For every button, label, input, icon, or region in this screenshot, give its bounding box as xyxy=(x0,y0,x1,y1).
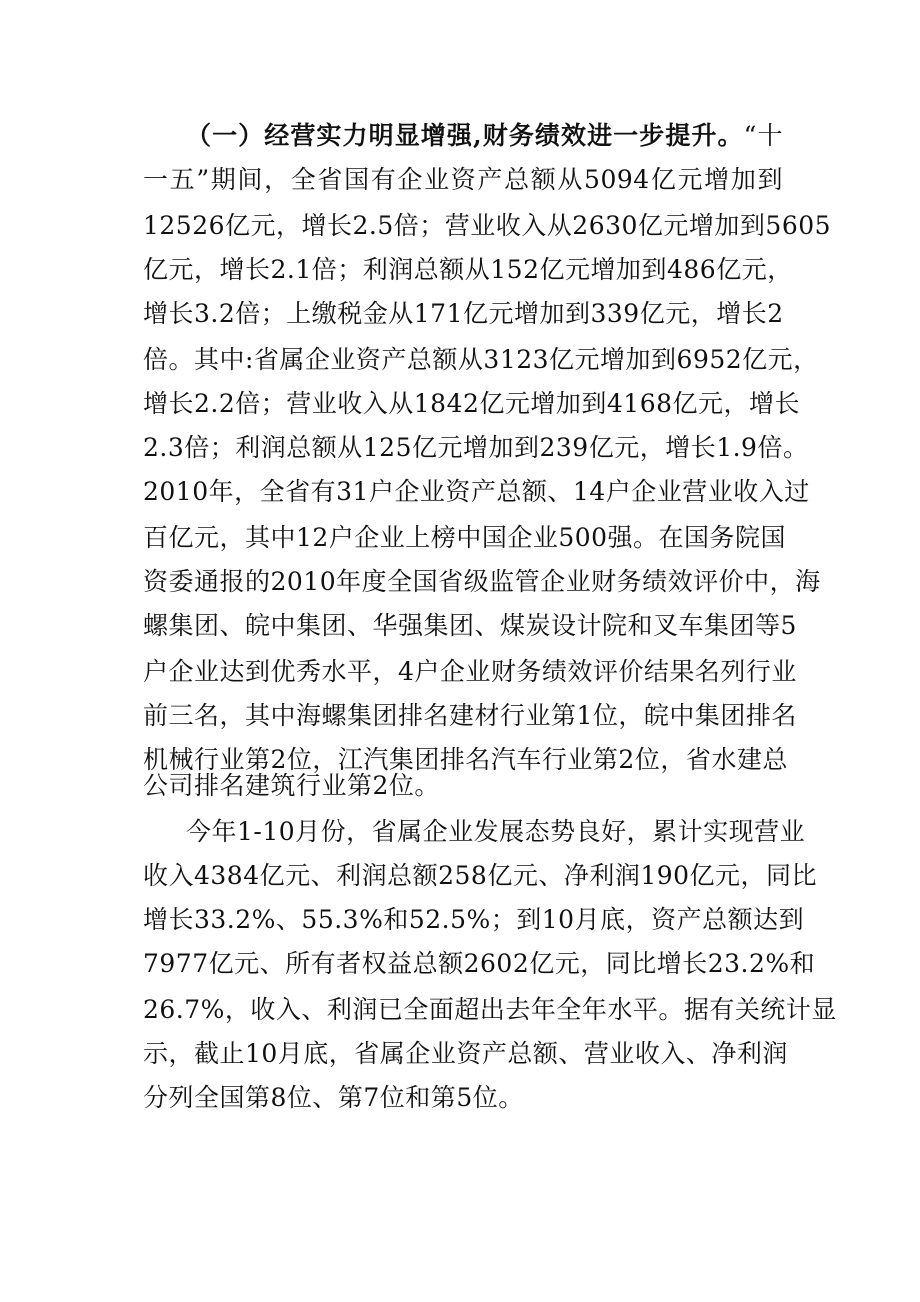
paragraph-2-line-7: 分列全国第8位、第7位和第5位。 xyxy=(143,1083,524,1112)
paragraph-2-line-3: 增长33.2%、55.3%和52.5%；到10月底，资产总额达到 xyxy=(143,905,805,934)
paragraph-1-line-3: 12526亿元，增长2.5倍；营业收入从2630亿元增加到5605 xyxy=(143,211,832,240)
paragraph-1-line-11: 资委通报的2010年度全国省级监管企业财务绩效评价中，海 xyxy=(143,567,821,596)
paragraph-2-line-1: 今年1-10月份，省属企业发展态势良好，累计实现营业 xyxy=(186,817,806,846)
paragraph-2-line-6: 示，截止10月底，省属企业资产总额、营业收入、净利润 xyxy=(143,1039,788,1068)
section-heading: （一）经营实力明显增强,财务绩效进一步提升。 xyxy=(186,121,744,150)
paragraph-1-line-8: 2.3倍；利润总额从125亿元增加到239亿元，增长1.9倍。 xyxy=(143,433,809,462)
paragraph-1-line-5: 增长3.2倍；上缴税金从171亿元增加到339亿元，增长2 xyxy=(143,299,784,328)
paragraph-2-line-5: 26.7%，收入、利润已全面超出去年全年水平。据有关统计显 xyxy=(143,995,837,1024)
paragraph-1-line-9: 2010年，全省有31户企业资产总额、14户企业营业收入过 xyxy=(143,477,810,506)
paragraph-2-line-2: 收入4384亿元、利润总额258亿元、净利润190亿元，同比 xyxy=(143,861,818,890)
paragraph-1-line-2: 一五”期间，全省国有企业资产总额从5094亿元增加到 xyxy=(143,165,783,194)
paragraph-1-line-6: 倍。其中:省属企业资产总额从3123亿元增加到6952亿元， xyxy=(143,345,819,374)
paragraph-1-line-10: 百亿元，其中12户企业上榜中国企业500强。在国务院国 xyxy=(143,523,787,552)
paragraph-1-line-14: 前三名，其中海螺集团排名建材行业第1位，皖中集团排名 xyxy=(143,701,797,730)
paragraph-1-line-16: 公司排名建筑行业第2位。 xyxy=(143,771,440,800)
paragraph-1-line-12: 螺集团、皖中集团、华强集团、煤炭设计院和叉车集团等5 xyxy=(143,611,797,640)
paragraph-1-line-1 xyxy=(186,114,783,158)
paragraph-1-line-7: 增长2.2倍；营业收入从1842亿元增加到4168亿元，增长 xyxy=(143,389,801,418)
paragraph-1-line-4: 亿元，增长2.1倍；利润总额从152亿元增加到486亿元， xyxy=(143,255,793,284)
heading-continuation: “十 xyxy=(743,121,783,150)
paragraph-1-line-15: 机械行业第2位，江汽集团排名汽车行业第2位，省水建总 xyxy=(143,745,788,774)
paragraph-1-line-13: 户企业达到优秀水平，4户企业财务绩效评价结果名列行业 xyxy=(143,657,797,686)
paragraph-2-line-4: 7977亿元、所有者权益总额2602亿元，同比增长23.2%和 xyxy=(143,949,816,978)
